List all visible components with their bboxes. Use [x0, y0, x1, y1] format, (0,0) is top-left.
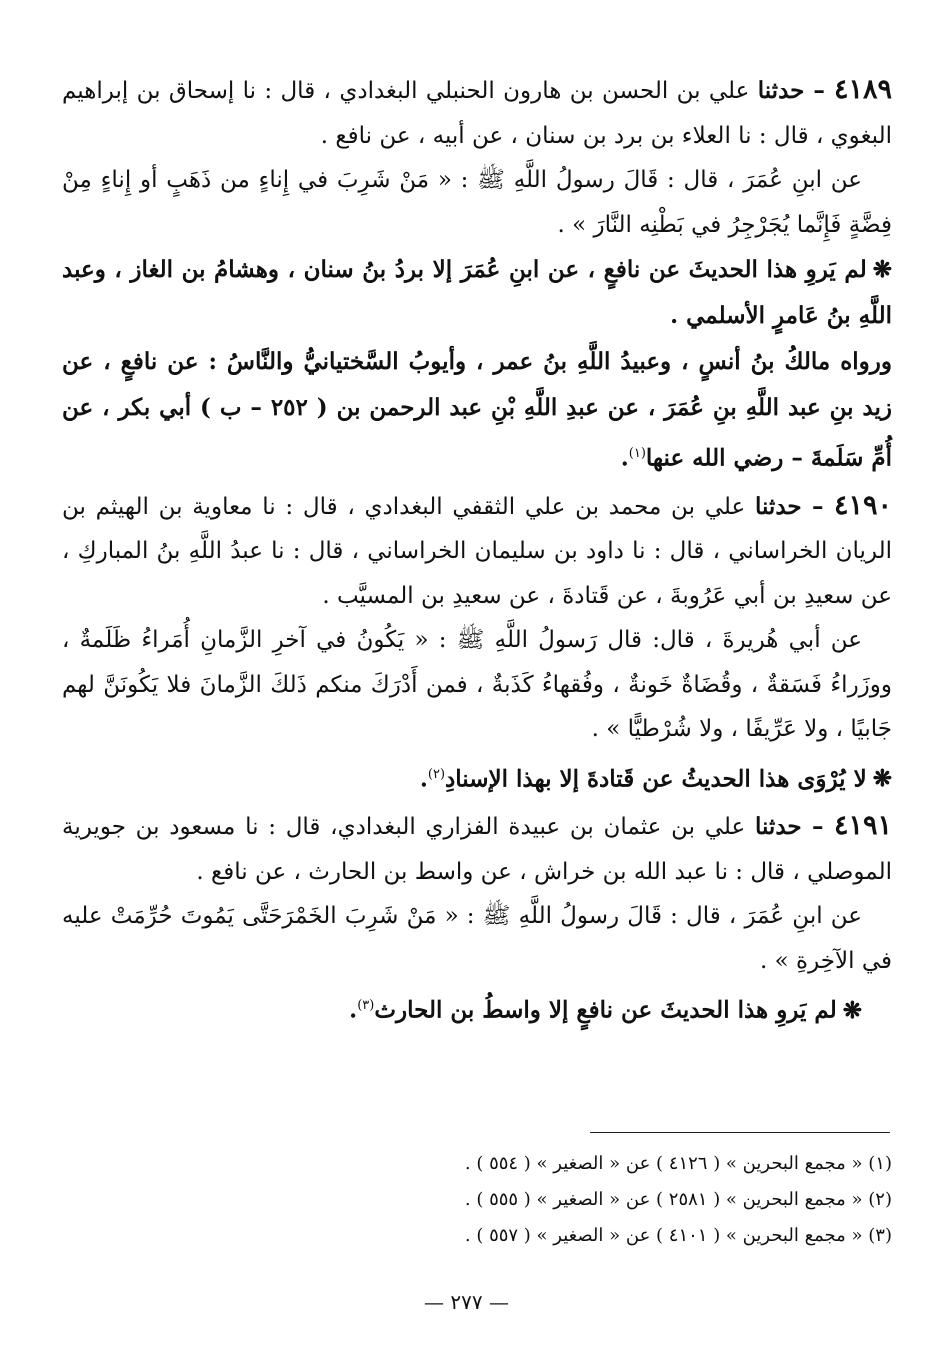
commentary-note	[62, 983, 892, 1034]
note-end: .	[620, 444, 629, 472]
star-icon: ❋	[842, 996, 862, 1024]
footnote-divider	[590, 1132, 890, 1133]
note-end: .	[419, 765, 428, 793]
hadith-number: ٤١٩١	[833, 810, 892, 842]
hadith-4189	[62, 68, 892, 482]
isnad-text: علي بن محمد بن علي الثقفي البغدادي ، قال : نا معاوية بن الهيثم بن الريان الخراساني ، قال : نا داود بن سليمان الخراساني ، قال : نا عبدُ اللَّهِ بنُ المباركِ ، عن سعيدِ بن أبي عَرُوبةَ ، عن قَتادةَ ، عن سعيدِ بن المسيَّب .	[62, 493, 892, 609]
footnote-ref: (١)	[628, 446, 646, 461]
page-body	[62, 68, 892, 1036]
isnad-text: علي بن عثمان بن عبيدة الفزاري البغدادي، قال : نا مسعود بن جويرية الموصلي ، قال : نا عبد الله بن خراش ، عن واسط بن الحارث ، عن نافع .	[62, 814, 892, 885]
hadith-number: ٤١٩٠	[833, 489, 892, 521]
note-end: .	[349, 996, 358, 1024]
page-number: — ٢٧٧ —	[424, 1290, 509, 1314]
footnote: (٣) « مجمع البحرين » ( ٤١٠١ ) عن « الصغير » ( ٥٥٧ ) .	[464, 1225, 892, 1246]
hadith-dash: –	[801, 492, 834, 520]
hadith-lead-word: حدثنا	[754, 492, 802, 520]
commentary-note	[62, 752, 892, 803]
hadith-isnad	[62, 804, 892, 894]
hadith-lead-word: حدثنا	[757, 77, 805, 104]
hadith-matn: عن أبي هُريرةَ ، قال: قال رَسولُ اللَّهِ ﷺ : « يَكُونُ في آخرِ الزَّمانِ أُمَراءُ ظَلَمةٌ ، ووزَراءُ فَسَقةٌ ، وقُضَاةٌ خَونةٌ ، وفُقهاءُ كَذَبةٌ ، فمن أَدْرَكَ منكم ذَلكَ الزَّمانَ فلا يَكُونَنَّ لهم جَابيًا ، ولا عَرِّيفًا ، ولا شُرْطيًّا » .	[62, 627, 892, 743]
note-text: لم يَروِ هذا الحديثَ عن نافعٍ إلا واسطُ بن الحارث	[374, 996, 837, 1024]
hadith-4191	[62, 804, 892, 1034]
isnad-text: علي بن الحسن بن هارون الحنبلي البغدادي ، قال : نا إسحاق بن إبراهيم البغوي ، قال : نا العلاء بن برد بن سنان ، عن أبيه ، عن نافع .	[62, 78, 892, 149]
hadith-dash: –	[804, 77, 834, 104]
star-icon: ❋	[872, 256, 892, 283]
hadith-matn: عن ابنِ عُمَرَ ، قال : قَالَ رسولُ اللَّهِ ﷺ : « مَنْ شَرِبَ في إِناءٍ من ذَهَبٍ أو إِناءٍ مِنْ فِضَّةٍ فَإِنَّما يُجَرْجِرُ في بَطْنِه النَّارَ » .	[62, 167, 892, 238]
hadith-4190	[62, 484, 892, 803]
hadith-lead-word: حدثنا	[754, 813, 802, 841]
footnote: (٢) « مجمع البحرين » ( ٢٥٨١ ) عن « الصغير » ( ٥٥٥ ) .	[464, 1189, 892, 1210]
commentary-note	[62, 247, 892, 339]
footnotes	[62, 1146, 892, 1254]
hadith-isnad	[62, 484, 892, 619]
hadith-dash: –	[801, 813, 834, 841]
footnote: (١) « مجمع البحرين » ( ٤١٢٦ ) عن « الصغير » ( ٥٥٤ ) .	[464, 1153, 892, 1174]
note-text: لا يُرْوَى هذا الحديثُ عن قَتادةَ إلا بهذا الإسنادِ	[445, 765, 867, 793]
hadith-number: ٤١٨٩	[834, 74, 893, 105]
hadith-isnad	[62, 68, 892, 158]
note-text: ورواه مالكُ بنُ أنسٍ ، وعبيدُ اللَّهِ بنُ عمر ، وأيوبُ السَّختيانيُّ والنَّاسُ : عن نافعٍ ، عن زيد بنِ عبد اللَّهِ بنِ عُمَرَ ، عن عبدِ اللَّهِ بْنِ عبد الرحمن بن ( ٢٥٢ – ب ) أبي بكر ، عن أُمِّ سَلَمةَ – رضي الله عنها	[62, 348, 892, 472]
commentary-note	[62, 339, 892, 482]
footnote-ref: (٢)	[427, 766, 446, 782]
hadith-matn: عن ابنِ عُمَرَ ، قال : قَالَ رسولُ اللَّهِ ﷺ : « مَنْ شَرِبَ الخَمْرَحَتَّى يَمُوتَ حُرِّمَتْ عليه في الآخِرةِ » .	[62, 903, 892, 974]
star-icon: ❋	[872, 765, 892, 793]
footnote-ref: (٣)	[357, 998, 375, 1014]
note-text: لم يَروِ هذا الحديثَ عن نافعٍ ، عن ابنِ عُمَرَ إلا بردُ بنُ سنان ، وهشامُ بن الغاز ، وعبد اللَّهِ بنُ عَامرٍ الأسلمي .	[62, 256, 892, 329]
